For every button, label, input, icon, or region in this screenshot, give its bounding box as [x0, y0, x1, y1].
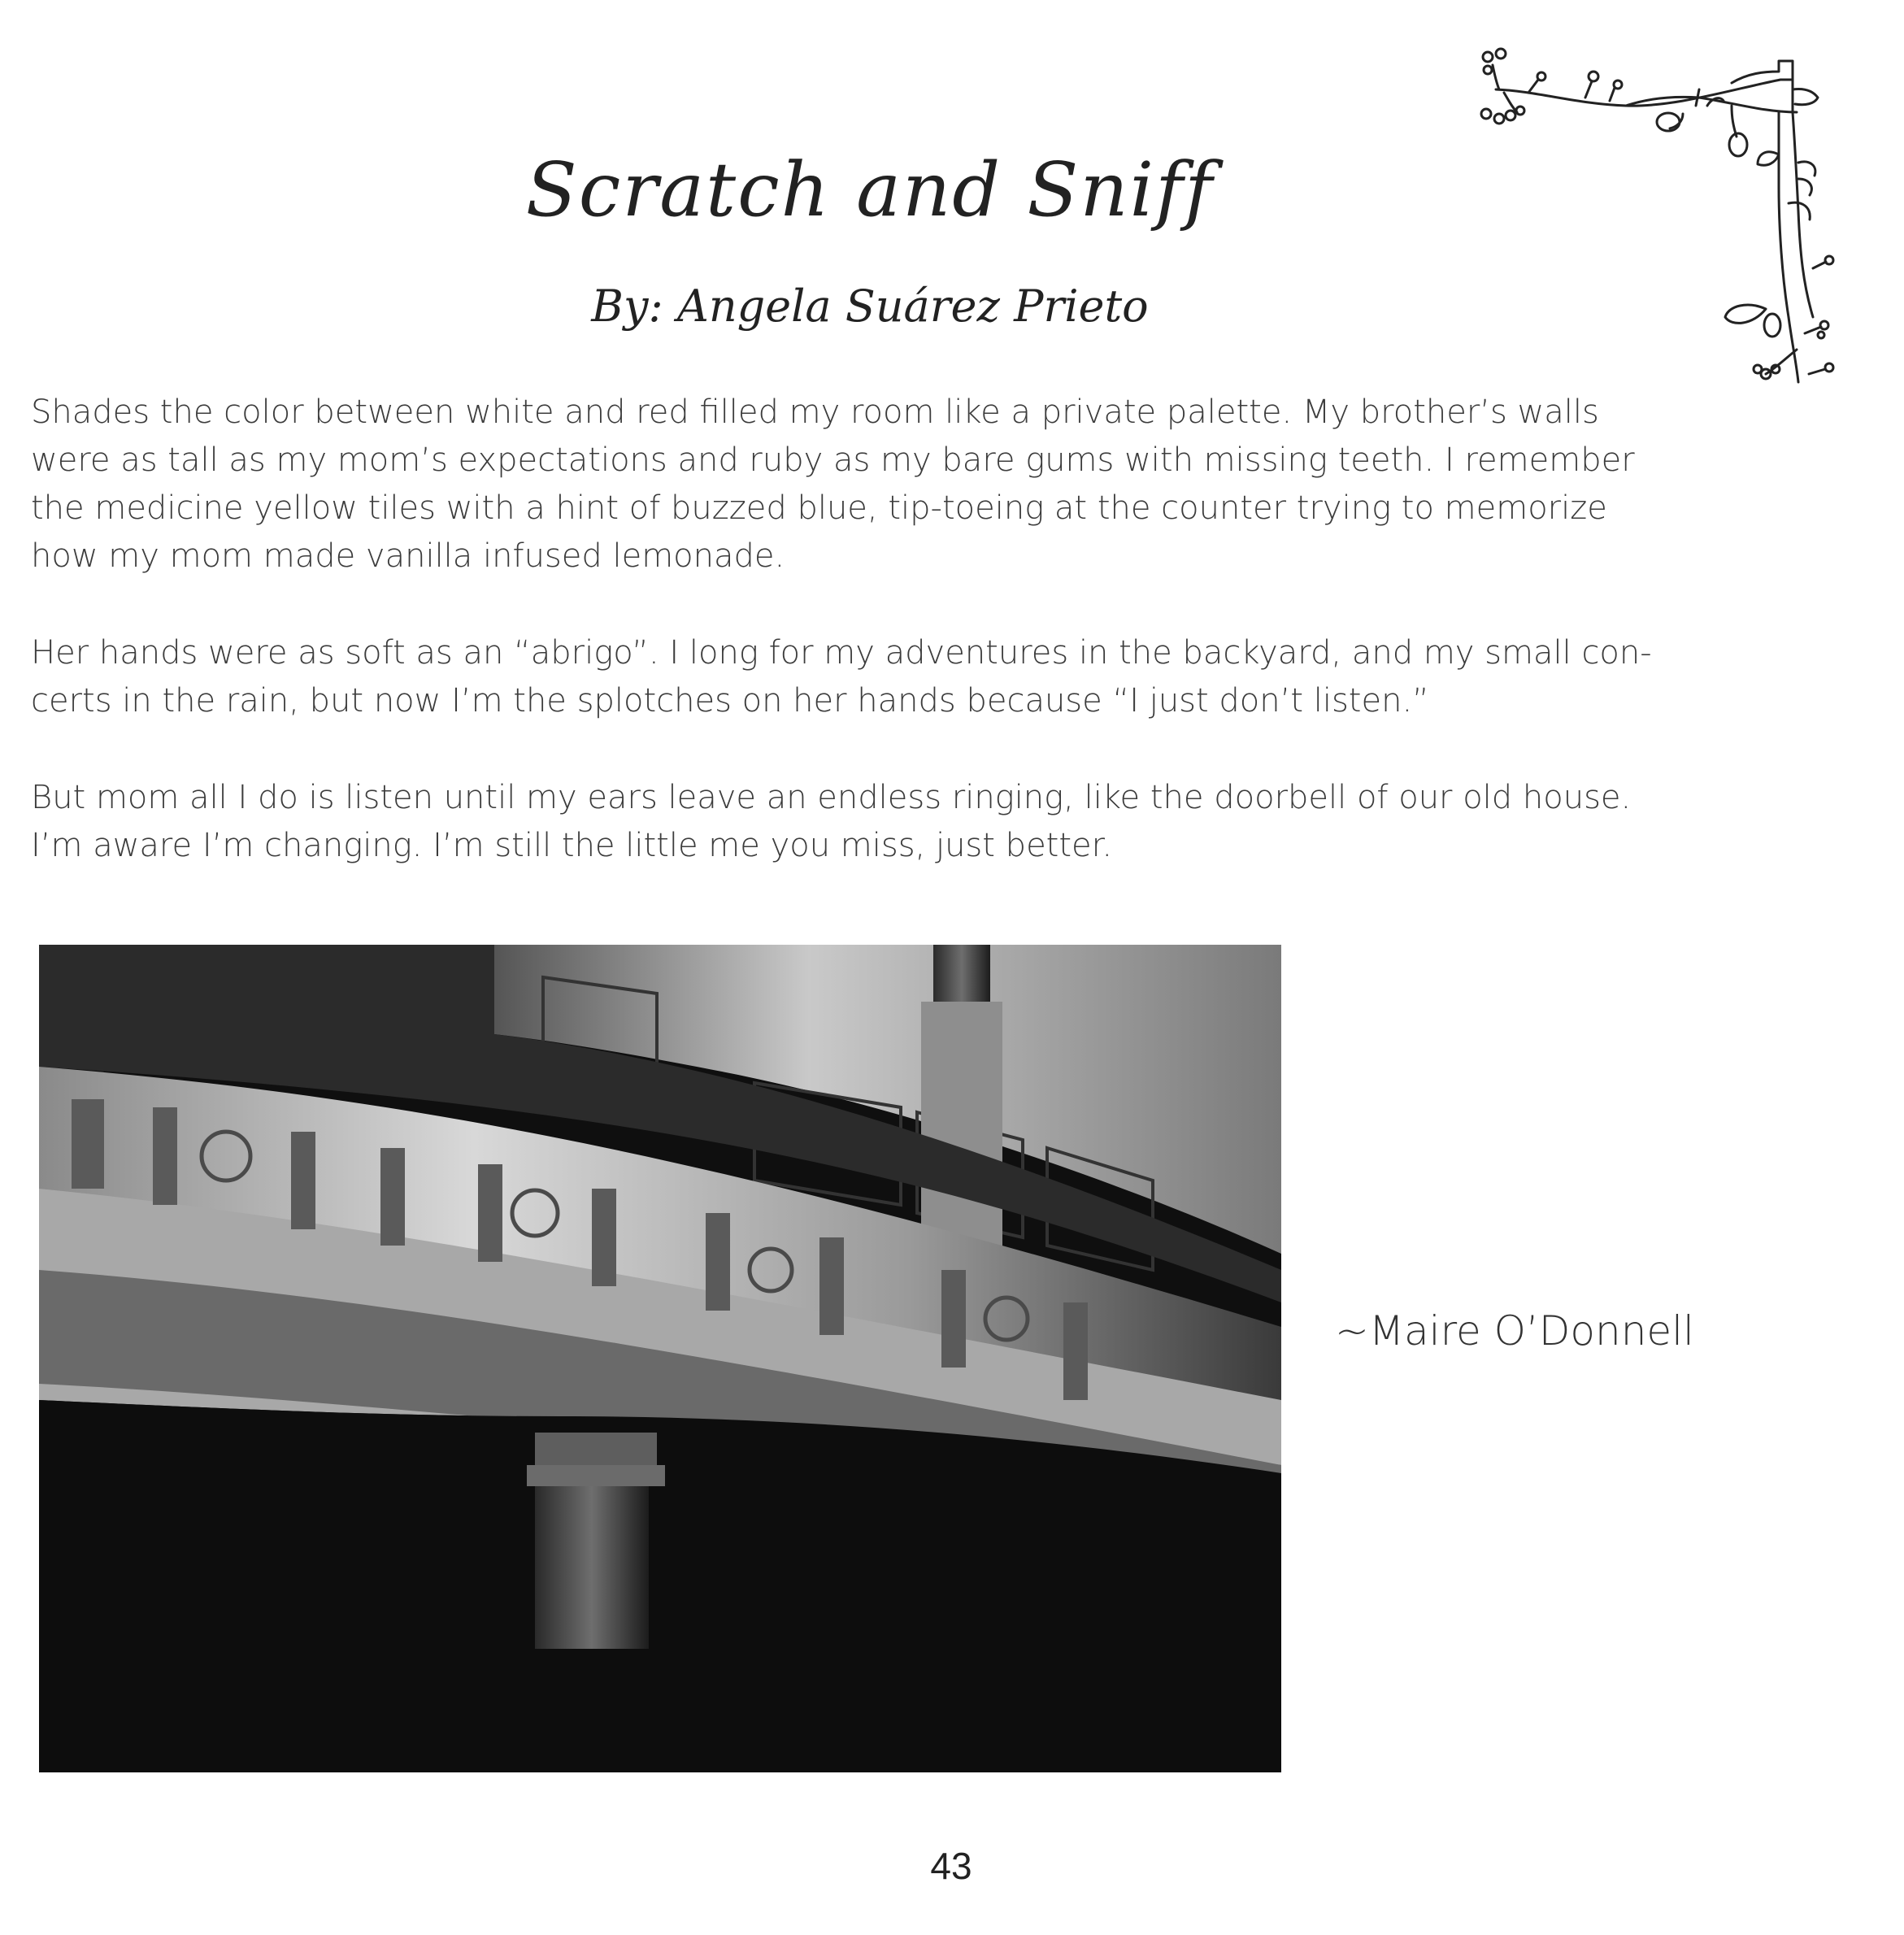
poem-line: certs in the rain, but now I’m the splotches on her hands because “I just don’t listen.”: [31, 682, 1429, 720]
poem-paragraph: [31, 389, 1722, 580]
poem-title: Scratch and Sniff: [525, 146, 1215, 233]
poem-line: Her hands were as soft as an “abrigo”. I long for my adventures in the backyard, and my small con-: [31, 634, 1652, 672]
poem-line: how my mom made vanilla infused lemonade.: [31, 537, 785, 575]
page-number: 43: [930, 1845, 972, 1887]
photo-credit: ~Maire O’Donnell: [1335, 1307, 1694, 1354]
poem-line: the medicine yellow tiles with a hint of buzzed blue, tip-toeing at the counter trying to memorize: [31, 489, 1607, 527]
poem-line: Shades the color between white and red filled my room like a private palette. My brother’s walls: [31, 394, 1599, 431]
poem-paragraph: [31, 774, 1722, 870]
poem-paragraph: [31, 629, 1722, 725]
poem-line: were as tall as my mom’s expectations and ruby as my bare gums with missing teeth. I remember: [31, 441, 1635, 479]
black-and-white-architecture-photo: [39, 945, 1281, 1772]
poem-line: I’m aware I’m changing. I’m still the little me you miss, just better.: [31, 827, 1113, 864]
branch-with-flowers-icon: [1463, 41, 1837, 415]
poem-line: But mom all I do is listen until my ears leave an endless ringing, like the doorbell of our old house.: [31, 779, 1632, 816]
poem-byline: By: Angela Suárez Prieto: [591, 280, 1149, 332]
